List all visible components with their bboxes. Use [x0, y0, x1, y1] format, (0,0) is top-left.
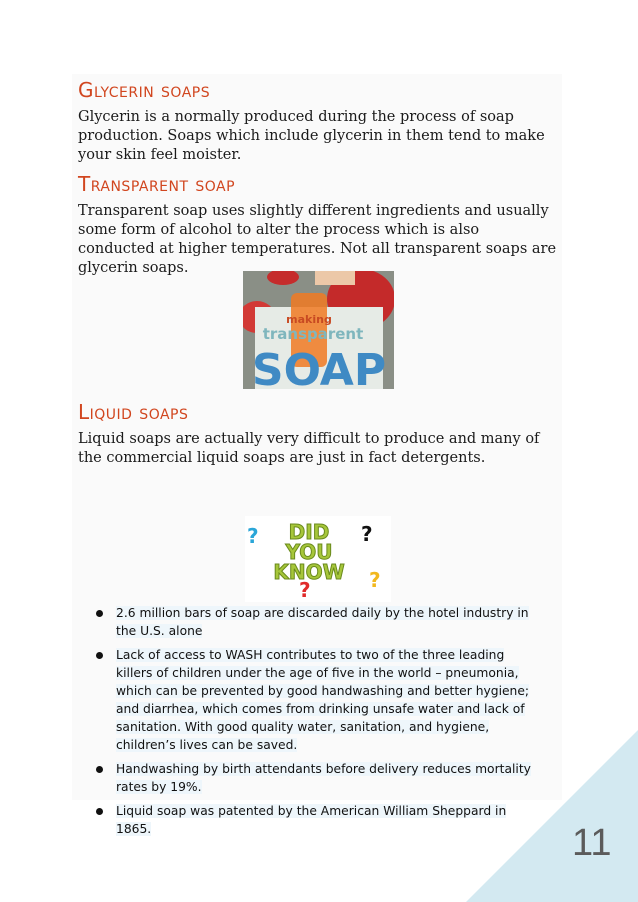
- paragraph-liquid-soaps: Liquid soaps are actually very difficult to produce and many of the commercial liquid soaps are just in fact detergents.: [78, 431, 540, 466]
- did-you-know-line-3: KNOW: [273, 560, 345, 584]
- paragraph-glycerin-soaps: Glycerin is a normally produced during the process of soap production. Soaps which include glycerin in them tend to make your skin feel moister.: [78, 109, 545, 163]
- heading-liquid-soaps: Liquid soaps: [78, 400, 189, 424]
- question-mark-yellow: ?: [369, 568, 381, 592]
- bullet-icon: [96, 652, 103, 659]
- fact-text: Lack of access to WASH contributes to two of the three leading killers of children under the age of five in the world – pneumonia, which can be prevented by good handwashing and better hygiene; and diarrhea, which comes from drinking unsafe water and lack of sanitation. With good quality water, sanitation, and hygiene, children’s lives can be saved.: [116, 648, 530, 752]
- bullet-icon: [96, 808, 103, 815]
- photo-text-transparent: transparent: [262, 325, 364, 343]
- heading-glycerin-soaps: Glycerin soaps: [78, 78, 211, 102]
- question-mark-black: ?: [361, 522, 373, 546]
- photo-text-soap: SOAP: [251, 345, 387, 389]
- did-you-know-line-2: YOU: [285, 540, 333, 564]
- did-you-know-graphic: [245, 516, 391, 602]
- page-number: 11: [572, 822, 612, 864]
- question-mark-blue: ?: [247, 524, 259, 548]
- fact-item: [92, 802, 544, 838]
- fact-text: Liquid soap was patented by the American William Sheppard in 1865.: [116, 804, 507, 836]
- facts-list: [92, 604, 544, 844]
- paragraph-transparent-soap: Transparent soap uses slightly different ingredients and usually some form of alcohol to alter the process which is also conducted at higher temperatures. Not all transparent soaps are glycerin soaps.: [78, 203, 557, 276]
- fact-text: Handwashing by birth attendants before delivery reduces mortality rates by 19%.: [116, 762, 531, 794]
- did-you-know-line-1: DID: [288, 520, 330, 544]
- transparent-soap-photo: [243, 271, 394, 389]
- soap-photo-graphic: [243, 271, 394, 389]
- fact-item: [92, 760, 544, 796]
- fact-item: [92, 646, 544, 754]
- bullet-icon: [96, 766, 103, 773]
- fact-item: [92, 604, 544, 640]
- bullet-icon: [96, 610, 103, 617]
- fact-text: 2.6 million bars of soap are discarded daily by the hotel industry in the U.S. alone: [116, 606, 529, 638]
- question-mark-red: ?: [299, 578, 311, 602]
- photo-text-making: making: [286, 313, 332, 326]
- did-you-know-text: [259, 522, 359, 582]
- heading-transparent-soap: Transparent soap: [78, 172, 236, 196]
